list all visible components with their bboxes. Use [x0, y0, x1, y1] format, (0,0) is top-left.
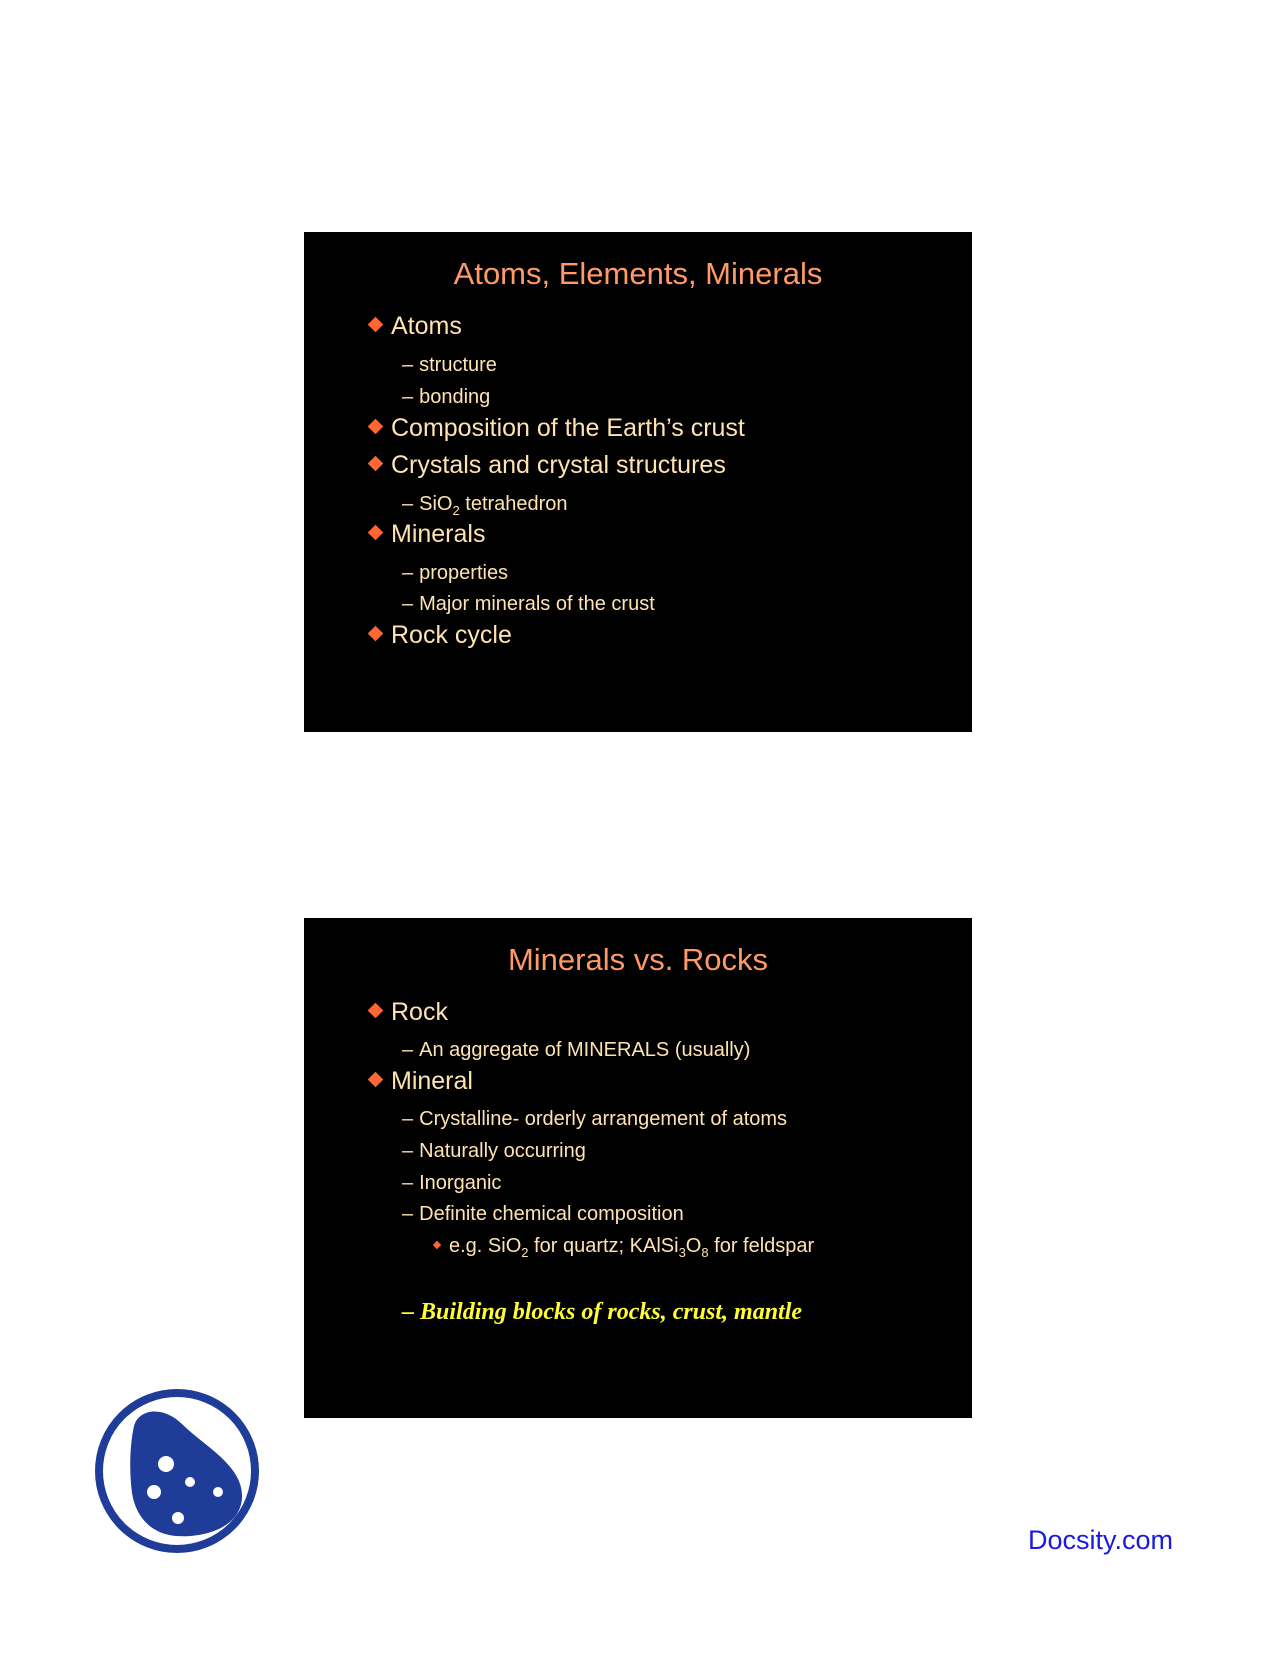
sub-bullet-structure: – structure	[402, 354, 497, 376]
slide-minerals-vs-rocks	[304, 918, 972, 1418]
bullet-composition: Composition of the Earth’s crust	[370, 414, 745, 443]
small-diamond-bullet-icon	[433, 1240, 441, 1248]
slide-title: Atoms, Elements, Minerals	[453, 256, 823, 291]
bullet-rock-cycle: Rock cycle	[370, 621, 512, 650]
docsity-link[interactable]: Docsity.com	[1028, 1525, 1174, 1555]
diamond-bullet-icon	[368, 317, 384, 333]
diamond-bullet-icon	[368, 525, 384, 541]
diamond-bullet-icon	[368, 456, 384, 472]
sub-sub-bullet-example: e.g. SiO$_2$ for quartz; $KAlSi_3O_8$ for feldspar	[434, 1235, 814, 1260]
diamond-bullet-icon	[368, 1003, 384, 1019]
sub-bullet-inorganic: – Inorganic	[402, 1172, 502, 1194]
bullet-mineral: Mineral	[370, 1067, 473, 1096]
diamond-bullet-icon	[368, 626, 384, 642]
bullet-minerals: Minerals	[370, 520, 485, 549]
emphasis-building-blocks: – Building blocks of rocks, crust, mantle	[402, 1299, 803, 1325]
diamond-bullet-icon	[368, 419, 384, 435]
slide-atoms-elements-minerals	[304, 232, 972, 732]
diamond-bullet-icon	[368, 1072, 384, 1088]
bullet-rock: Rock	[370, 998, 448, 1027]
bullet-atoms: Atoms	[370, 312, 462, 341]
sub-bullet-natural: – Naturally occurring	[402, 1140, 586, 1162]
sub-bullet-properties: – properties	[402, 562, 509, 584]
sub-bullet-bonding: – bonding	[402, 386, 491, 408]
bullet-crystals: Crystals and crystal structures	[370, 451, 726, 480]
sub-bullet-crystalline: – Crystalline- orderly arrangement of atoms	[402, 1108, 788, 1130]
docsity-logo-icon[interactable]	[94, 1388, 260, 1554]
sub-bullet-definite: – Definite chemical composition	[402, 1203, 684, 1225]
sub-bullet-major: – Major minerals of the crust	[402, 593, 655, 615]
sub-bullet-sio2: – SiO$_2$ tetrahedron	[402, 493, 568, 518]
sub-bullet-aggregate: – An aggregate of MINERALS (usually)	[402, 1039, 751, 1061]
slide-title: Minerals vs. Rocks	[507, 942, 769, 977]
